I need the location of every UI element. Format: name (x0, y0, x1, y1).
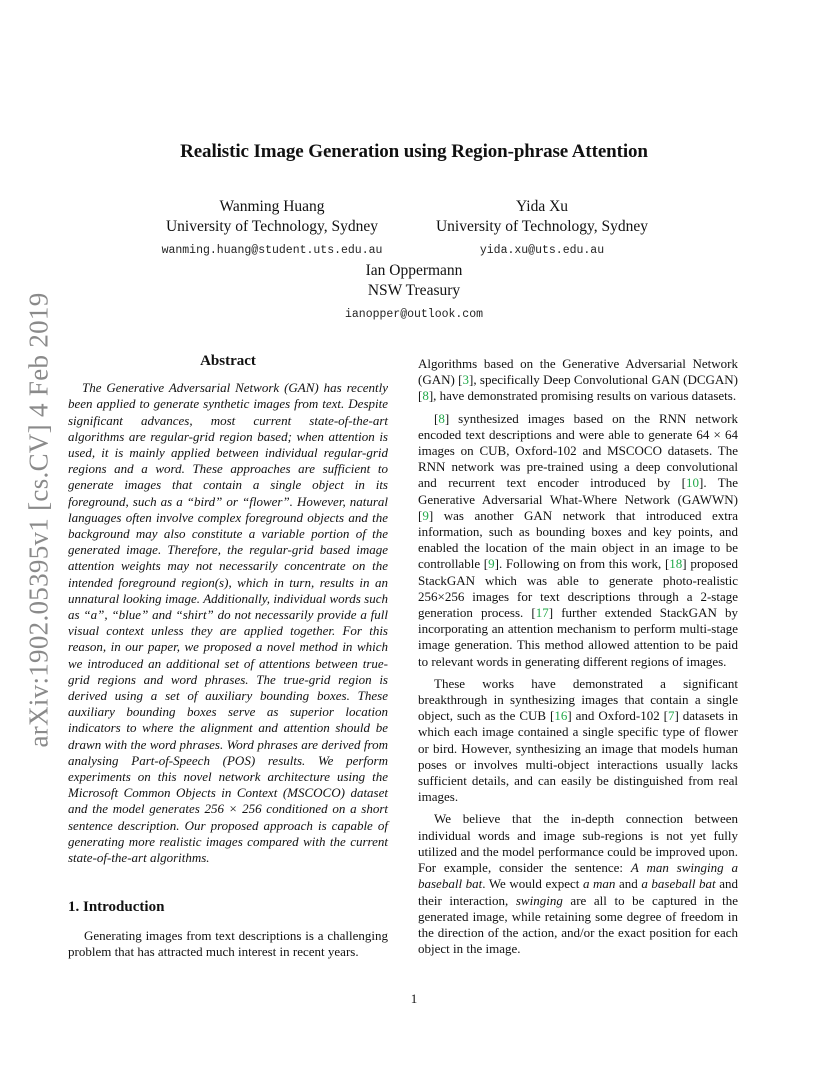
citation-link[interactable]: 9 (422, 507, 429, 523)
abstract-heading: Abstract (200, 353, 256, 369)
paper-title: Realistic Image Generation using Region-phrase Attention (180, 141, 648, 162)
paragraph: These works have demonstrated a significant breakthrough in synthesizing images that contain a single object, such as the CUB [16] and Oxford-102 [7] datasets in which each image contained a single specific type of flower or bird. However, synthesizing an image that models human poses or involves multi-object interactions usually lacks sufficient details, and can easily be distinguished from real images. (418, 675, 739, 805)
author-block-2 (402, 197, 682, 261)
citation-link[interactable]: 8 (438, 410, 445, 426)
citation-link[interactable]: 10 (685, 475, 699, 491)
author-block-1 (122, 197, 422, 261)
abstract-text: The Generative Adversarial Network (GAN) has recently been applied to generate synthetic images from text. Despite significant advances, most current state-of-the-art algorithms are regular-grid region based; when attention is used, it is mainly applied between individual regular-grid regions and a word. These approaches are sufficient to generate images that contain a single object in its foreground, such as a “bird” or “flower”. However, natural languages often involve complex foreground objects and the background may also constitute a variable portion of the generated image. Therefore, the regular-grid based image attention weights may not necessarily concentrate on the intended foreground region(s), which in turn, results in an unnatural looking image. Additionally, individual words such as “a”, “blue” and “shirt” do not necessarily provide a full visual context unless they are applied together. For this reason, in our paper, we proposed a novel method in which we introduced an additional set of attentions between true-grid regions and word phrases. The true-grid region is derived using a set of auxiliary bounding boxes. These auxiliary bounding boxes serve as superior location indicators to where the alignment and attention should be drawn with the word phrases. Word phrases are derived from analysing Part-of-Speech (POS) results. We perform experiments on this novel network architecture using the Microsoft Common Objects in Context (MSCOCO) dataset and the model generates 256 × 256 conditioned on a short sentence description. Our proposed approach is capable of generating more realistic images compared with the current state-of-the-art algorithms. (68, 380, 388, 866)
citation-link[interactable]: 18 (669, 556, 683, 572)
citation-link[interactable]: 9 (488, 556, 495, 572)
author-email[interactable]: ianopper@outlook.com (344, 308, 484, 321)
citation-link[interactable]: 7 (668, 708, 675, 724)
page-number: 1 (410, 991, 418, 1006)
author-affiliation: University of Technology, Sydney (435, 218, 648, 235)
paragraph: We believe that the in-depth connection between individual words and image sub-regions is not yet fully utilized and the model performance could be improved upon. For example, consider the sentence: A man swinging a baseball bat. We would expect a man and a baseball bat and their interaction, swinging are all to be captured in the generated image, while retaining some degree of freedom in the direction of the action, and/or the exact position for each object in the image. (418, 811, 738, 957)
author-block-3 (264, 261, 564, 325)
paragraph: [8] synthesized images based on the RNN network encoded text descriptions and were able to generate 64 × 64 images on CUB, Oxford-102 and MSCOCO datasets. The RNN network was pre-trained using a deep convolutional and recurrent text encoder introduced by [10]. The Generative Adversarial What-Where Network (GAWWN) [9] was another GAN network that introduced extra information, such as bounding boxes and key points, and enabled the location of the main object in an image to be controllable [9]. Following on from this work, [18] proposed StackGAN which was able to generate photo-realistic 256×256 images for text descriptions through a 2-stage generation process. [17] further extended StackGAN by incorporating an attention mechanism to perform multi-stage image generation. This method allowed attention to be paid to relevant words in generating different regions of images. (418, 410, 738, 669)
author-name: Ian Oppermann (365, 262, 463, 279)
author-name: Wanming Huang (219, 198, 325, 215)
author-affiliation: University of Technology, Sydney (165, 218, 378, 235)
arxiv-stamp: arXiv:1902.05395v1 [cs.CV] 4 Feb 2019 (23, 292, 54, 748)
author-email[interactable]: yida.xu@uts.edu.au (479, 244, 605, 257)
paragraph: Algorithms based on the Generative Adversarial Network (GAN) [3], specifically Deep Convolutional GAN (DCGAN) [8], have demonstrated promising results on various datasets. (418, 356, 738, 404)
author-name: Yida Xu (515, 198, 569, 215)
section-heading-introduction: 1. Introduction (68, 899, 165, 916)
intro-paragraph: Generating images from text descriptions is a challenging problem that has attracted much interest in recent years. (68, 927, 388, 959)
citation-link[interactable]: 16 (554, 708, 568, 724)
citation-link[interactable]: 3 (462, 372, 469, 388)
left-column (68, 353, 388, 960)
right-column (418, 356, 738, 957)
author-email[interactable]: wanming.huang@student.uts.edu.au (161, 244, 383, 257)
citation-link[interactable]: 17 (535, 605, 549, 621)
citation-link[interactable]: 8 (422, 388, 429, 404)
author-affiliation: NSW Treasury (367, 282, 461, 299)
